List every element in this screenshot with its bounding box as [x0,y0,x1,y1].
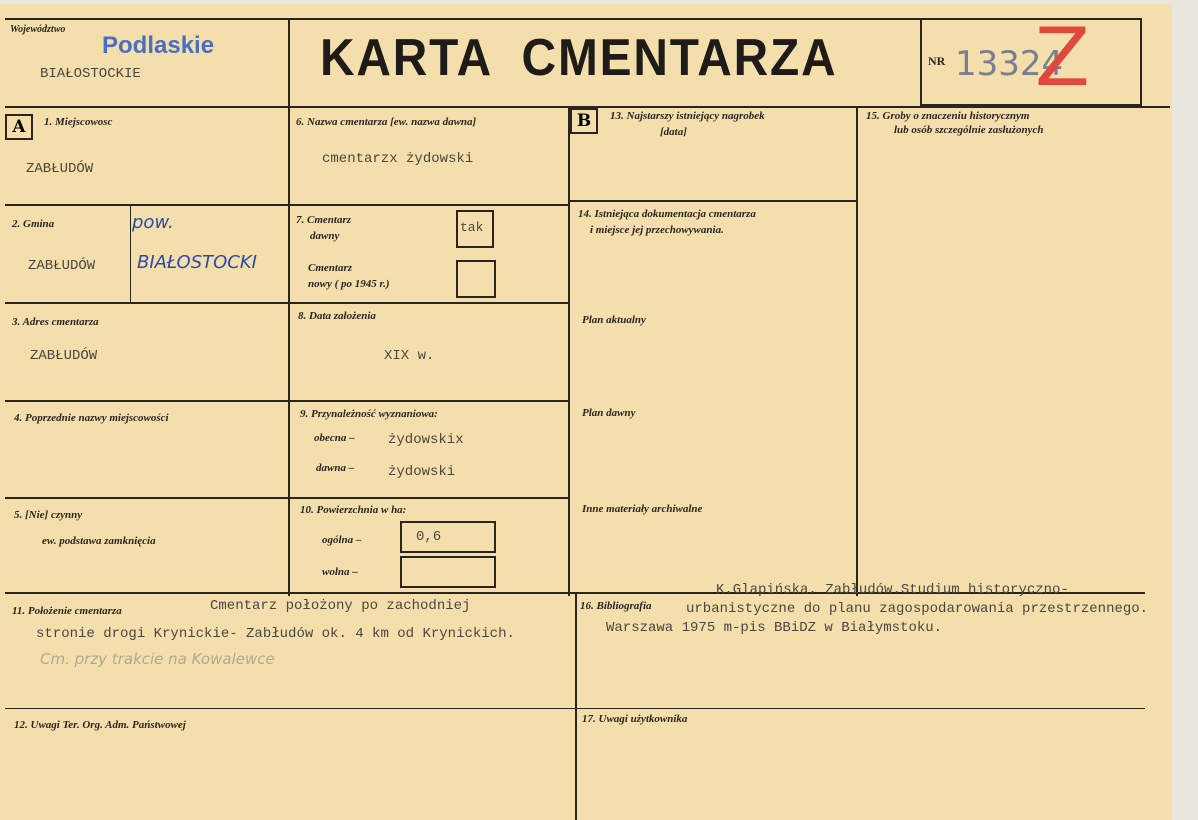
field-15-label: 15. Groby o znaczeniu historycznym [866,110,1030,122]
divider [130,204,131,302]
divider [5,400,570,402]
field-8-label: 8. Data założenia [298,310,376,322]
pow-label: pow. [132,212,174,233]
dawny-checkbox [456,210,494,248]
plan-aktualny-label: Plan aktualny [582,314,646,326]
field-6-label: 6. Nazwa cmentarza [ew. nazwa dawna] [296,116,477,128]
divider [5,708,1145,709]
wojewodztwo-label: Województwo [10,24,66,35]
obecna-label: obecna – [314,432,355,444]
page-title: KARTA CMENTARZA [320,29,838,87]
field-2-label: 2. Gmina [12,218,55,230]
field-16-line2: urbanistyczne do planu zagospodarowania przestrzennego. [686,601,1149,617]
field-11-label: 11. Położenie cmentarza [12,605,122,617]
section-b-marker: B [570,108,598,134]
field-8-value: XIX w. [384,348,435,364]
inne-materialy-label: Inne materiały archiwalne [582,503,703,515]
dawna-value: żydowski [388,464,456,480]
field-3-label: 3. Adres cmentarza [12,316,99,328]
ogolna-box [400,521,496,553]
divider [5,204,570,206]
nr-value: 13324 [955,44,1064,84]
field-11-line1: Cmentarz położony po zachodniej [210,598,471,614]
field-6-value: cmentarzx żydowski [322,151,474,167]
field-11-note: Cm. przy trakcie na Kowalewce [40,650,275,668]
field-3-value: ZABŁUDÓW [30,348,98,364]
field-7-nowy-sub: nowy ( po 1945 r.) [308,278,390,290]
field-16-label: 16. Bibliografia [580,600,652,612]
field-16-line1: K.Glapińska. Zabłudów.Studium historyczno- [716,582,1069,598]
field-5-label: 5. [Nie] czynny [14,509,83,521]
nr-mark: Z [1035,11,1090,104]
field-7-dawny-label: dawny [310,230,340,242]
section-a-marker: A [5,114,33,140]
field-9-label: 9. Przynależność wyznaniowa: [300,408,438,420]
wojewodztwo-stamp: Podlaskie [102,32,215,59]
divider [5,302,570,304]
ogolna-value: 0,6 [416,529,442,545]
field-13-label: 13. Najstarszy istniejący nagrobek [610,110,765,122]
dawna-label: dawna – [316,462,355,474]
ogolna-label: ogólna – [322,534,362,546]
field-1-label: 1. Miejscowosc [44,116,113,128]
field-5-sub: ew. podstawa zamknięcia [42,535,156,547]
cemetery-card [0,4,1172,820]
divider [575,592,577,820]
divider [568,200,858,202]
field-7-nowy-label: Cmentarz [308,262,353,274]
divider [568,106,570,596]
wolna-box [400,556,496,588]
plan-dawny-label: Plan dawny [582,407,636,419]
field-14-sub: i miejsce jej przechowywania. [590,224,724,236]
divider [5,497,570,499]
field-7-label: 7. Cmentarz [296,214,352,226]
nr-label: NR [928,54,946,68]
divider [288,18,290,596]
field-11-line2: stronie drogi Krynickie- Zabłudów ok. 4 km od Krynickich. [36,626,515,642]
obecna-value: żydowskix [388,432,464,448]
wolna-label: wolna – [322,566,358,578]
field-17-label: 17. Uwagi użytkownika [582,713,688,725]
dawny-value: tak [460,220,484,235]
field-15-sub: lub osób szczególnie zasłużonych [894,124,1044,136]
field-4-label: 4. Poprzednie nazwy miejscowości [14,412,169,424]
field-2-value: ZABŁUDÓW [28,258,96,274]
field-10-label: 10. Powierzchnia w ha: [300,504,407,516]
nowy-checkbox [456,260,496,298]
field-14-label: 14. Istniejąca dokumentacja cmentarza [578,208,756,220]
field-16-line3: Warszawa 1975 m-pis BBiDZ w Białymstoku. [606,620,943,636]
wojewodztwo-value: BIAŁOSTOCKIE [40,66,141,82]
field-12-label: 12. Uwagi Ter. Org. Adm. Państwowej [14,719,186,731]
pow-value: BIAŁOSTOCKI [137,252,257,273]
divider [856,106,858,596]
field-1-value: ZABŁUDÓW [26,161,94,177]
field-13-sub: [data] [660,126,687,138]
